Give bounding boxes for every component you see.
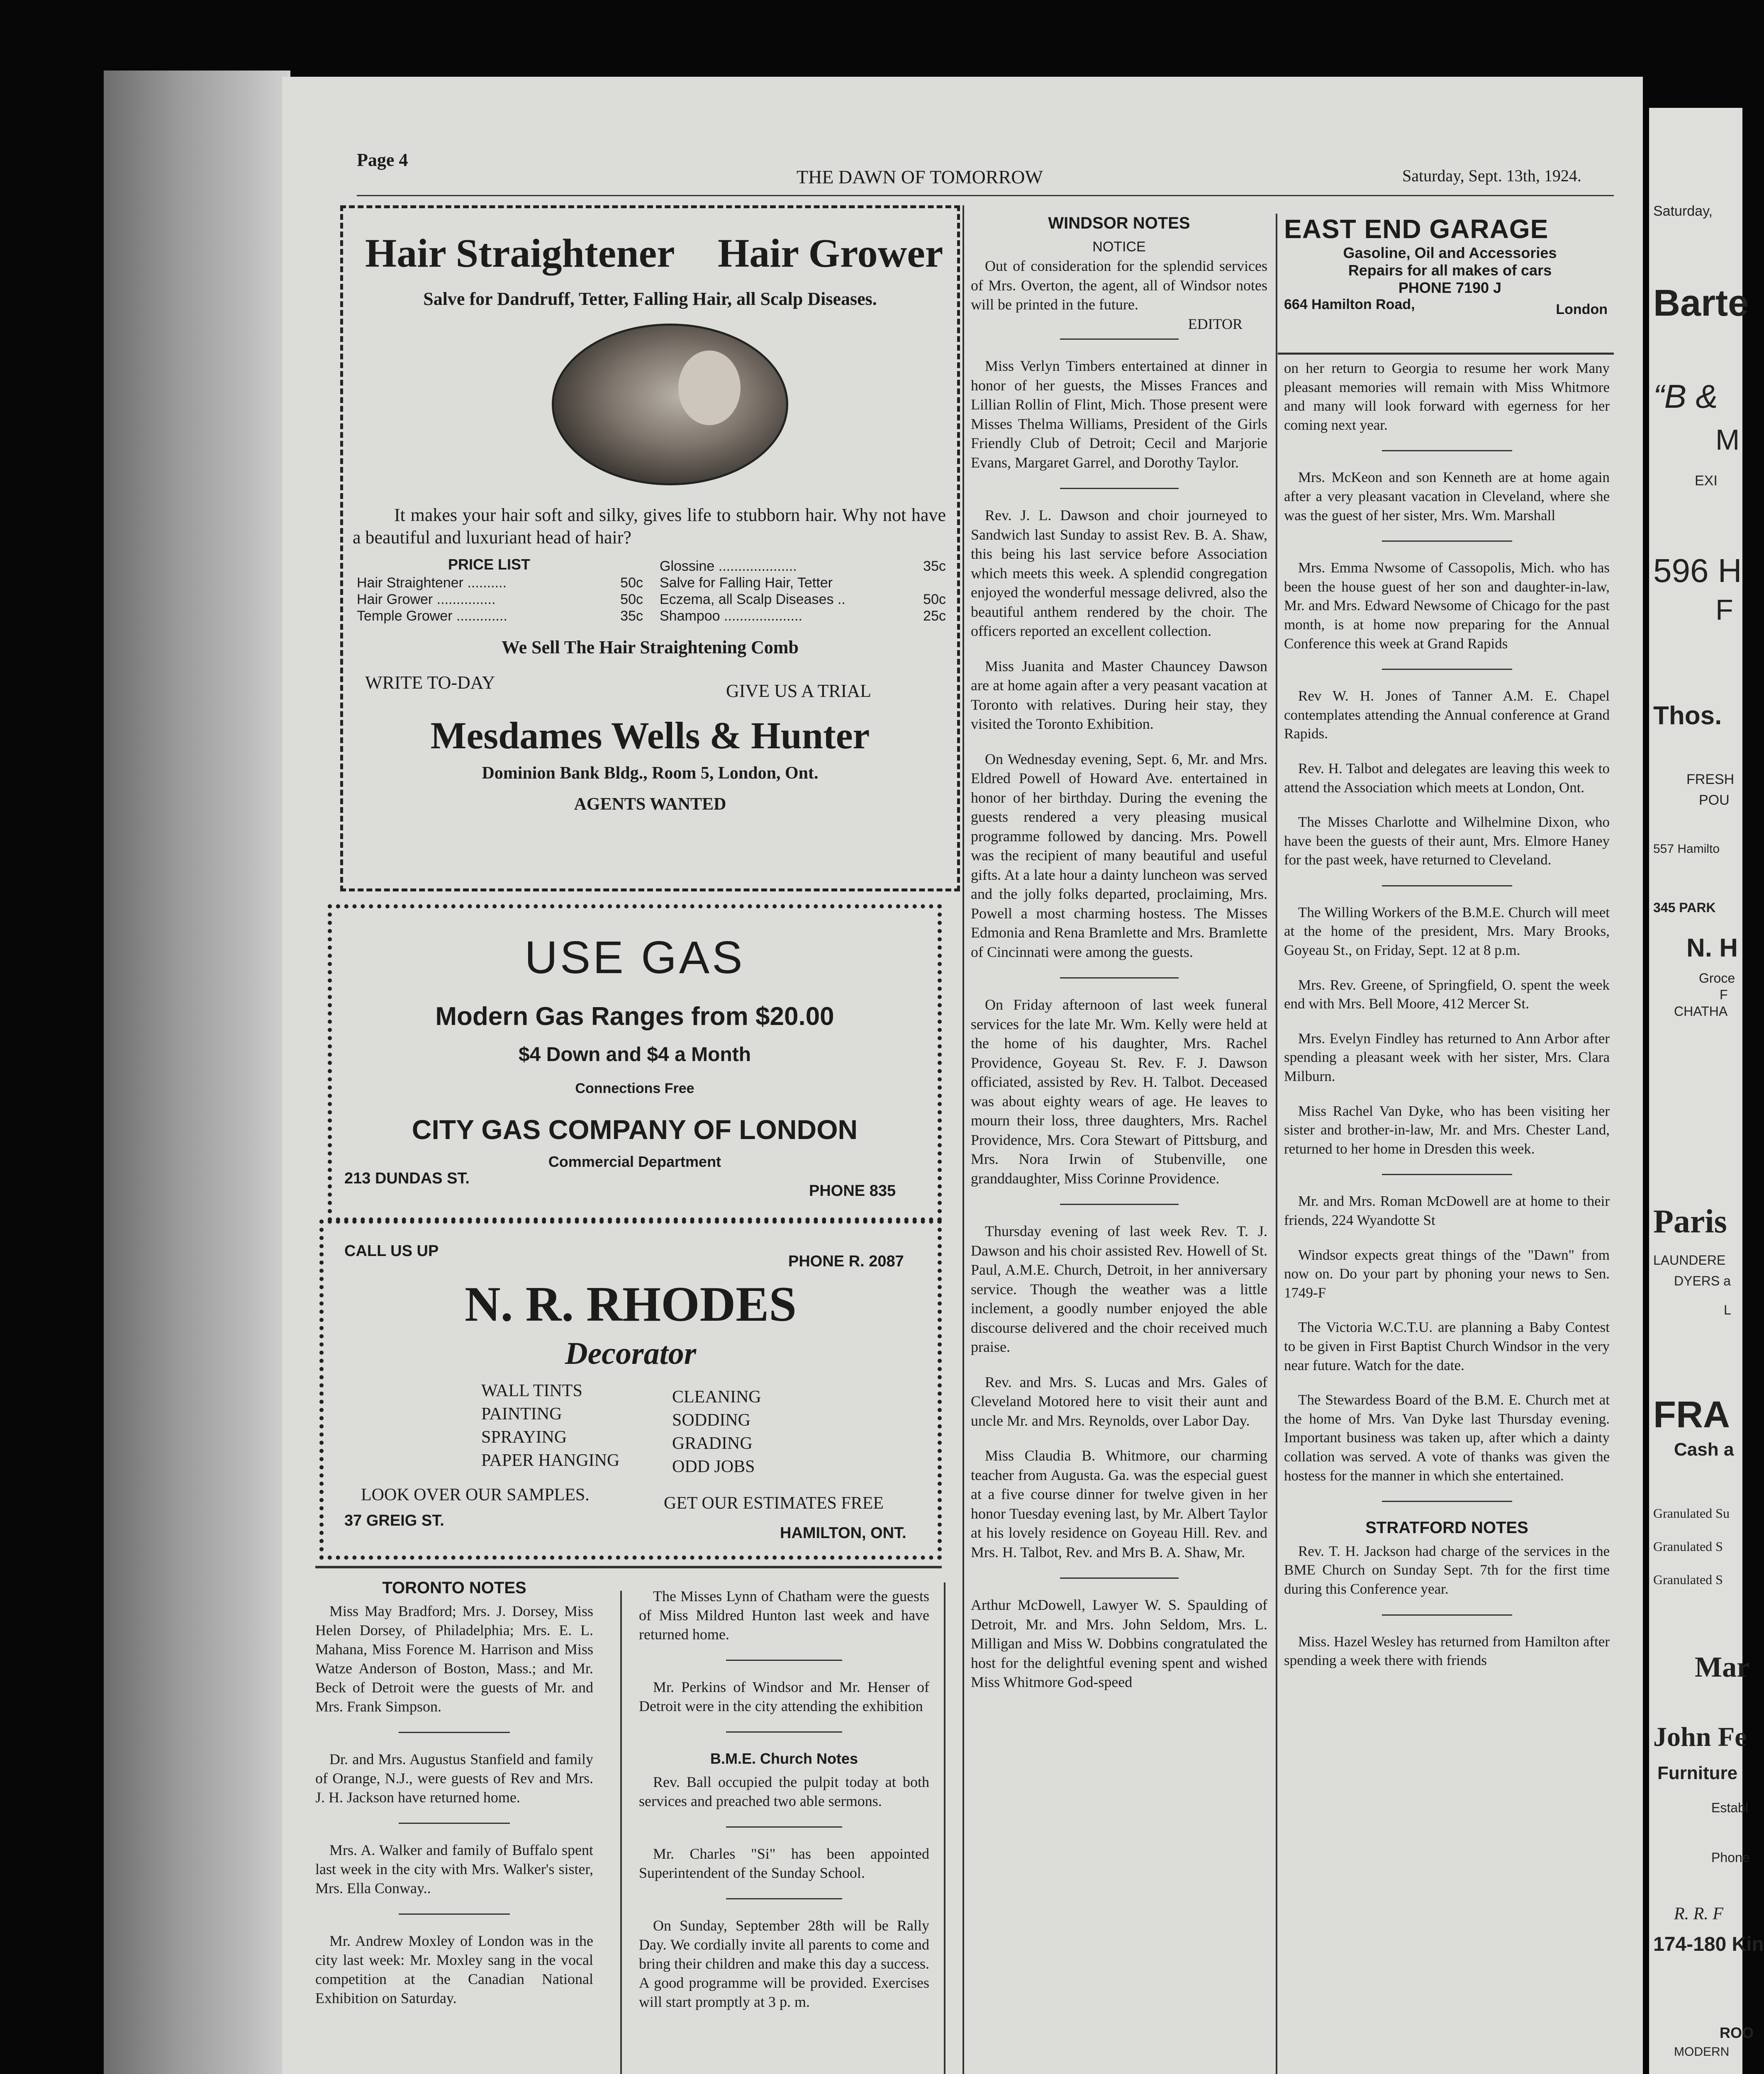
- masthead-rule: [357, 195, 1614, 196]
- column-rule: [944, 1582, 945, 2074]
- facing-text: L: [1724, 1302, 1731, 1317]
- hair-straightener-title: Hair Straightener: [365, 231, 675, 276]
- gas-dept: Commercial Department: [548, 1153, 721, 1170]
- garage-phone: PHONE 7190 J: [1398, 279, 1502, 296]
- gas-title: USE GAS: [524, 932, 745, 983]
- gas-ad: [328, 904, 942, 1222]
- facing-text: Furniture: [1657, 1763, 1738, 1783]
- facing-text: 345 PARK: [1653, 900, 1716, 915]
- rhodes-city: HAMILTON, ONT.: [780, 1524, 906, 1542]
- column-rule: [962, 205, 964, 2074]
- facing-text: F: [1720, 987, 1728, 1002]
- page-number: Page 4: [357, 150, 408, 170]
- price-row: Eczema, all Scalp Diseases .. 50c: [660, 592, 946, 607]
- news-paragraph: The Stewardess Board of the B.M. E. Church met at the home of Mrs. Van Dyke last Thursday evening. Important business was taken up, after which a dainty collation was served. A vote of thanks was given the hostess for the manner in which she entertained.: [1284, 1392, 1610, 1484]
- news-paragraph: On Wednesday evening, Sept. 6, Mr. and Mrs. Eldred Powell of Howard Ave. entertained in honor of her birthday. During the evening the guests rendered a very pleasing musical programme followed by dancing. Mrs. Powell was the recipient of many beautiful and useful gifts. At a late hour a dainty luncheon was served and the jolly folks departed, proclaiming, Mrs. Powell a most charming hostess. The Misses Edmonia and Rena Bramlette and Mrs. Bramlette of Cincinnati were among the guests.: [971, 750, 1267, 960]
- hair-ad-subtitle: Salve for Dandruff, Tetter, Falling Hair, all Scalp Diseases.: [423, 289, 877, 309]
- editor-label: EDITOR: [1188, 315, 1243, 332]
- column-four: [1284, 359, 1610, 1686]
- service-item: SPRAYING: [481, 1428, 567, 1447]
- paragraph-rule: [1382, 1614, 1512, 1616]
- facing-text: M: [1715, 424, 1740, 456]
- firm-name: Mesdames Wells & Hunter: [430, 714, 870, 757]
- news-paragraph: The Willing Workers of the B.M.E. Church will meet at the home of the president, Mrs. Mary Brooks, Goyeau St., on Friday, Sept. 12 at 8 p.m.: [1284, 904, 1610, 959]
- comb-line: We Sell The Hair Straightening Comb: [502, 637, 799, 657]
- facing-text: “B &: [1653, 378, 1718, 415]
- facing-text: Granulated Su: [1653, 1506, 1730, 1521]
- news-paragraph: The Victoria W.C.T.U. are planning a Baby Contest to be given in First Baptist Church Windsor in the very near future. Watch for the date.: [1284, 1319, 1610, 1373]
- bme-heading: B.M.E. Church Notes: [710, 1750, 858, 1767]
- paragraph-rule: [1382, 1501, 1512, 1502]
- news-paragraph: Miss Verlyn Timbers entertained at dinner in honor of her guests, the Misses Frances and Lillian Rollin of Flint, Mich. Those present were Misses Thelma Williams, President of the Girls Friendly Club of Detroit; Cecil and Marjorie Evans, Margaret Garrel, and Dorothy Taylor.: [971, 358, 1267, 471]
- facing-text: John Fe: [1653, 1722, 1747, 1752]
- news-paragraph: On Sunday, September 28th will be Rally Day. We cordially invite all parents to come and bring their children and make this day a success. A good programme will be provided. Exercises will start promptly at 3 p. m.: [639, 1917, 929, 2010]
- paragraph-rule: [399, 1823, 510, 1824]
- news-paragraph: Miss. Hazel Wesley has returned from Hamilton after spending a week there with friends: [1284, 1633, 1610, 1669]
- price-row: Temple Grower ............. 35c: [357, 608, 643, 624]
- news-paragraph: Arthur McDowell, Lawyer W. S. Spaulding of Detroit, Mr. and Mrs. John Seldom, Mrs. L. Milligan and Miss W. Dobbins congratulated the host for the delightful evening spent and wished Miss Whitmore God-speed: [971, 1597, 1267, 1690]
- price-row: Glossine .................... 35c: [660, 558, 946, 574]
- paragraph-rule: [1382, 669, 1512, 670]
- garage-ad: [1284, 214, 1616, 317]
- facing-text: 557 Hamilto: [1653, 842, 1720, 856]
- estimates-free: GET OUR ESTIMATES FREE: [664, 1494, 884, 1513]
- garage-address-row: [1284, 297, 1616, 317]
- paragraph-rule: [1060, 977, 1179, 979]
- facing-text: Phone: [1711, 1850, 1750, 1865]
- facing-text: Saturday,: [1653, 203, 1713, 219]
- price-row: Salve for Falling Hair, Tetter: [660, 575, 833, 591]
- facing-text: F: [1715, 594, 1733, 626]
- hair-ad-body: It makes your hair soft and silky, gives life to stubborn hair. Why not have a beautiful and luxuriant head of hair?: [353, 505, 946, 548]
- news-paragraph: Mrs. Rev. Greene, of Springfield, O. spent the week end with Mrs. Bell Moore, 412 Mercer St.: [1284, 976, 1610, 1012]
- news-paragraph: Mr. and Mrs. Roman McDowell are at home to their friends, 224 Wyandotte St: [1284, 1193, 1610, 1228]
- news-paragraph: Rev. T. H. Jackson had charge of the services in the BME Church on Sunday Sept. 7th for the first time during this Conference year.: [1284, 1543, 1610, 1597]
- news-paragraph: Rev W. H. Jones of Tanner A.M. E. Chapel contemplates attending the Annual conference at Grand Rapids.: [1284, 688, 1610, 742]
- news-paragraph: The Misses Charlotte and Wilhelmine Dixon, who have been the guests of their aunt, Mrs. Elmore Haney for the past week, have returned to Cleveland.: [1284, 814, 1610, 868]
- paragraph-rule: [1060, 488, 1179, 489]
- facing-text: CHATHA: [1674, 1004, 1728, 1019]
- garage-rule: [1278, 353, 1614, 355]
- gas-address: 213 DUNDAS ST.: [344, 1170, 470, 1187]
- facing-text: ROO: [1720, 2024, 1754, 2041]
- services-left: [481, 1379, 619, 1472]
- price-list-label: PRICE LIST: [448, 556, 531, 573]
- facing-text: Mar: [1695, 1651, 1750, 1683]
- news-paragraph: Mrs. Emma Nwsome of Cassopolis, Mich. who has been the house guest of her son and daughter-in-law, Mr. and Mrs. Edward Newsome of Chicago for the past month, is at home now preparing for the Annual Conference this week at Grand Rapids: [1284, 560, 1610, 652]
- news-paragraph: Rev. H. Talbot and delegates are leaving this week to attend the Association which meets at London, Ont.: [1284, 760, 1610, 796]
- newspaper-page: [282, 77, 1643, 2074]
- price-list-left: [357, 574, 643, 624]
- garage-line1: Gasoline, Oil and Accessories: [1343, 244, 1557, 261]
- rhodes-trade: Decorator: [565, 1336, 697, 1371]
- news-paragraph: Miss Claudia B. Whitmore, our charming teacher from Augusta. Ga. was the especial guest at a five course dinner for twelve given in her honor Tuesday evening last, by Mr. Albert Taylor at his lovely residence on Goyeau Hill. Rev. and Mrs. H. Talbot, Rev. and Mrs B. A. Shaw, Mr.: [971, 1447, 1267, 1560]
- facing-text: DYERS a: [1674, 1273, 1731, 1288]
- paragraph-rule: [1382, 540, 1512, 542]
- give-trial: GIVE US A TRIAL: [726, 681, 871, 701]
- price-row: Hair Straightener .......... 50c: [357, 575, 643, 591]
- facing-text: LAUNDERE: [1653, 1253, 1726, 1268]
- service-item: WALL TINTS: [481, 1381, 582, 1400]
- facing-text: EXI: [1695, 473, 1718, 489]
- facing-text: FRA: [1653, 1394, 1730, 1436]
- garage-line2: Repairs for all makes of cars: [1348, 262, 1552, 279]
- news-paragraph: Windsor expects great things of the "Dawn" from now on. Do your part by phoning your news to Sen. 1749-F: [1284, 1246, 1610, 1301]
- paragraph-rule: [726, 1731, 842, 1733]
- facing-text: POU: [1699, 792, 1730, 808]
- news-paragraph: Dr. and Mrs. Augustus Stanfield and family of Orange, N.J., were guests of Rev and Mrs. J. H. Jackson have returned home.: [315, 1751, 593, 1806]
- news-paragraph: Miss Rachel Van Dyke, who has been visiting her sister and brother-in-law, Mr. and Mrs. Chester Land, returned to her home in Dresden this week.: [1284, 1103, 1610, 1157]
- news-paragraph: Mr. Andrew Moxley of London was in the city last week: Mr. Moxley sang in the vocal competition at the Canadian National Exhibition on Saturday.: [315, 1933, 593, 2006]
- paragraph-rule: [726, 1826, 842, 1828]
- price-row: Shampoo .................... 25c: [660, 608, 946, 624]
- windsor-column: [971, 214, 1267, 1708]
- facing-text: FRESH: [1686, 772, 1735, 787]
- gas-line3: Connections Free: [575, 1081, 694, 1096]
- rhodes-name: N. R. RHODES: [464, 1276, 797, 1332]
- stratford-heading: STRATFORD NOTES: [1365, 1519, 1528, 1537]
- garage-name: EAST END GARAGE: [1284, 214, 1549, 244]
- gas-phone: PHONE 835: [809, 1182, 896, 1200]
- facing-text: Barte: [1653, 282, 1749, 324]
- services-right: [672, 1385, 761, 1478]
- facing-text: Groce: [1699, 971, 1735, 986]
- rhodes-phone: PHONE R. 2087: [788, 1253, 904, 1270]
- gas-line2: $4 Down and $4 a Month: [518, 1044, 751, 1066]
- service-item: ODD JOBS: [672, 1457, 755, 1476]
- toronto-heading: TORONTO NOTES: [382, 1579, 526, 1597]
- portrait-photo: [552, 324, 788, 485]
- news-paragraph: Miss May Bradford; Mrs. J. Dorsey, Miss Helen Dorsey, of Philadelphia; Mrs. E. L. Mahana, Miss Forence M. Harrison and Miss Watze Anderson of Boston, Mass.; and Mr. Beck of Detroit were the guests of Mr. and Mrs. Frank Simpson.: [315, 1603, 593, 1715]
- facing-text: Granulated S: [1653, 1539, 1723, 1554]
- paragraph-rule: [1382, 885, 1512, 886]
- toronto-column: [315, 1578, 593, 2023]
- windsor-heading: WINDSOR NOTES: [1048, 214, 1190, 232]
- price-list-right: [660, 558, 946, 624]
- paragraph-rule: [1060, 1577, 1179, 1579]
- news-paragraph: Rev. J. L. Dawson and choir journeyed to Sandwich last Sunday to assist Rev. B. A. Shaw, this being his last service before Association which meets this week. A splendid congregation enjoyed the wonderful message delivred, also the beautiful anthem rendered by the choir. The officers reported an excellent collection.: [971, 507, 1267, 639]
- garage-city: London: [1556, 302, 1608, 317]
- facing-page-fragment: [1649, 108, 1764, 2074]
- rhodes-ad: [319, 1220, 942, 1560]
- write-today: WRITE TO-DAY: [365, 672, 495, 693]
- service-item: CLEANING: [672, 1388, 761, 1407]
- facing-text: Granulated S: [1653, 1572, 1723, 1587]
- section-rule: [315, 1566, 942, 1568]
- notice-text: Out of consideration for the splendid services of Mrs. Overton, the agent, all of Windsor notes will be printed in the future.: [971, 258, 1267, 313]
- facing-text: R. R. F: [1674, 1904, 1723, 1923]
- news-paragraph: Mrs. Evelyn Findley has returned to Ann Arbor after spending a pleasant week with her sister, Mrs. Clara Milburn.: [1284, 1030, 1610, 1085]
- gas-line1: Modern Gas Ranges from $20.00: [435, 1002, 834, 1031]
- news-paragraph: on her return to Georgia to resume her work Many pleasant memories will remain with Miss Whitmore and many will look forward with egerness for her coming next year.: [1284, 360, 1610, 433]
- book-binding-edge: [104, 71, 290, 2074]
- call-us-up: CALL US UP: [344, 1242, 439, 1260]
- news-paragraph: Mrs. McKeon and son Kenneth are at home again after a very pleasant vacation in Cleveland, where she was the guest of her sister, Mrs. Wm. Marshall: [1284, 469, 1610, 523]
- paper-title: THE DAWN OF TOMORROW: [797, 166, 1043, 187]
- facing-text: 174-180 Kin: [1653, 1933, 1764, 1955]
- news-paragraph: Thursday evening of last week Rev. T. J. Dawson and his choir assisted Rev. Howell of St. Paul, A.M.E. Church, Detroit, in her anniversary service. Though the weather was a little inclement, a goodly number enjoyed the able discourse delivered and the choir received much praise.: [971, 1223, 1267, 1355]
- paragraph-rule: [726, 1898, 842, 1899]
- gas-company: CITY GAS COMPANY OF LONDON: [412, 1114, 858, 1145]
- news-paragraph: On Friday afternoon of last week funeral services for the late Mr. Wm. Kelly were held at the home of his daughter, Mrs. Rachel Providence, Goyeau St. Rev. F. J. Dawson officiated, assisted by Rev. H. Talbot. Deceased was about eighty wears of age. He leaves to mourn their loss, three daughters, Mrs. Rachel Providence, Mrs. Cora Stewart of Pittsburg, and Mrs. Nora Irwin of Stubenville, one granddaughter, Miss Corinne Providence.: [971, 996, 1267, 1187]
- news-paragraph: Miss Juanita and Master Chauncey Dawson are at home again after a very peasant vacation at Toronto with relatives. During heir stay, they visited the Toronto Exhibition.: [971, 657, 1267, 732]
- agents-wanted: AGENTS WANTED: [574, 795, 726, 814]
- service-item: SODDING: [672, 1411, 750, 1430]
- garage-address: 664 Hamilton Road,: [1284, 297, 1415, 312]
- look-samples: LOOK OVER OUR SAMPLES.: [361, 1485, 590, 1504]
- facing-text: N. H: [1686, 934, 1738, 962]
- paragraph-rule: [1382, 1174, 1512, 1175]
- rhodes-address: 37 GREIG ST.: [344, 1512, 444, 1529]
- facing-text: Cash a: [1674, 1439, 1734, 1460]
- facing-text: MODERN: [1674, 2045, 1730, 2059]
- service-item: PAINTING: [481, 1405, 562, 1424]
- paragraph-rule: [1060, 338, 1179, 340]
- notice-label: NOTICE: [1092, 239, 1146, 255]
- paragraph-rule: [1382, 450, 1512, 451]
- facing-text: Paris: [1653, 1203, 1727, 1240]
- news-paragraph: Mrs. A. Walker and family of Buffalo spent last week in the city with Mrs. Walker's sister, Mrs. Ella Conway..: [315, 1842, 593, 1896]
- paragraph-rule: [1060, 1204, 1179, 1205]
- paragraph-rule: [399, 1732, 510, 1733]
- service-item: PAPER HANGING: [481, 1451, 620, 1470]
- news-paragraph: Mr. Charles "Si" has been appointed Superintendent of the Sunday School.: [639, 1845, 929, 1881]
- price-row: Hair Grower ............... 50c: [357, 592, 643, 607]
- facing-text: Thos.: [1653, 701, 1722, 730]
- paragraph-rule: [726, 1660, 842, 1661]
- column-rule: [620, 1591, 622, 2074]
- portrait-face: [678, 351, 741, 425]
- service-item: GRADING: [672, 1434, 753, 1453]
- news-paragraph: Rev. and Mrs. S. Lucas and Mrs. Gales of Cleveland Motored here to visit their aunt and uncle Mr. and Mrs. Reynolds, over Labor Day.: [971, 1373, 1267, 1429]
- news-paragraph: The Misses Lynn of Chatham were the guests of Miss Mildred Hunton last week and have returned home.: [639, 1588, 929, 1643]
- news-paragraph: Mr. Perkins of Windsor and Mr. Henser of Detroit were in the city attending the exhibition: [639, 1679, 929, 1714]
- news-paragraph: Rev. Ball occupied the pulpit today at both services and preached two able sermons.: [639, 1774, 929, 1809]
- facing-text: 596 H: [1653, 552, 1742, 589]
- toronto-column-2: [639, 1587, 929, 2027]
- firm-address: Dominion Bank Bldg., Room 5, London, Ont.: [482, 764, 819, 783]
- facing-text: Establ: [1711, 1800, 1748, 1815]
- column-rule: [1276, 214, 1277, 2074]
- paragraph-rule: [399, 1913, 510, 1915]
- hair-grower-title: Hair Grower: [718, 231, 943, 276]
- hair-ad: [340, 205, 960, 891]
- issue-date: Saturday, Sept. 13th, 1924.: [1402, 166, 1581, 185]
